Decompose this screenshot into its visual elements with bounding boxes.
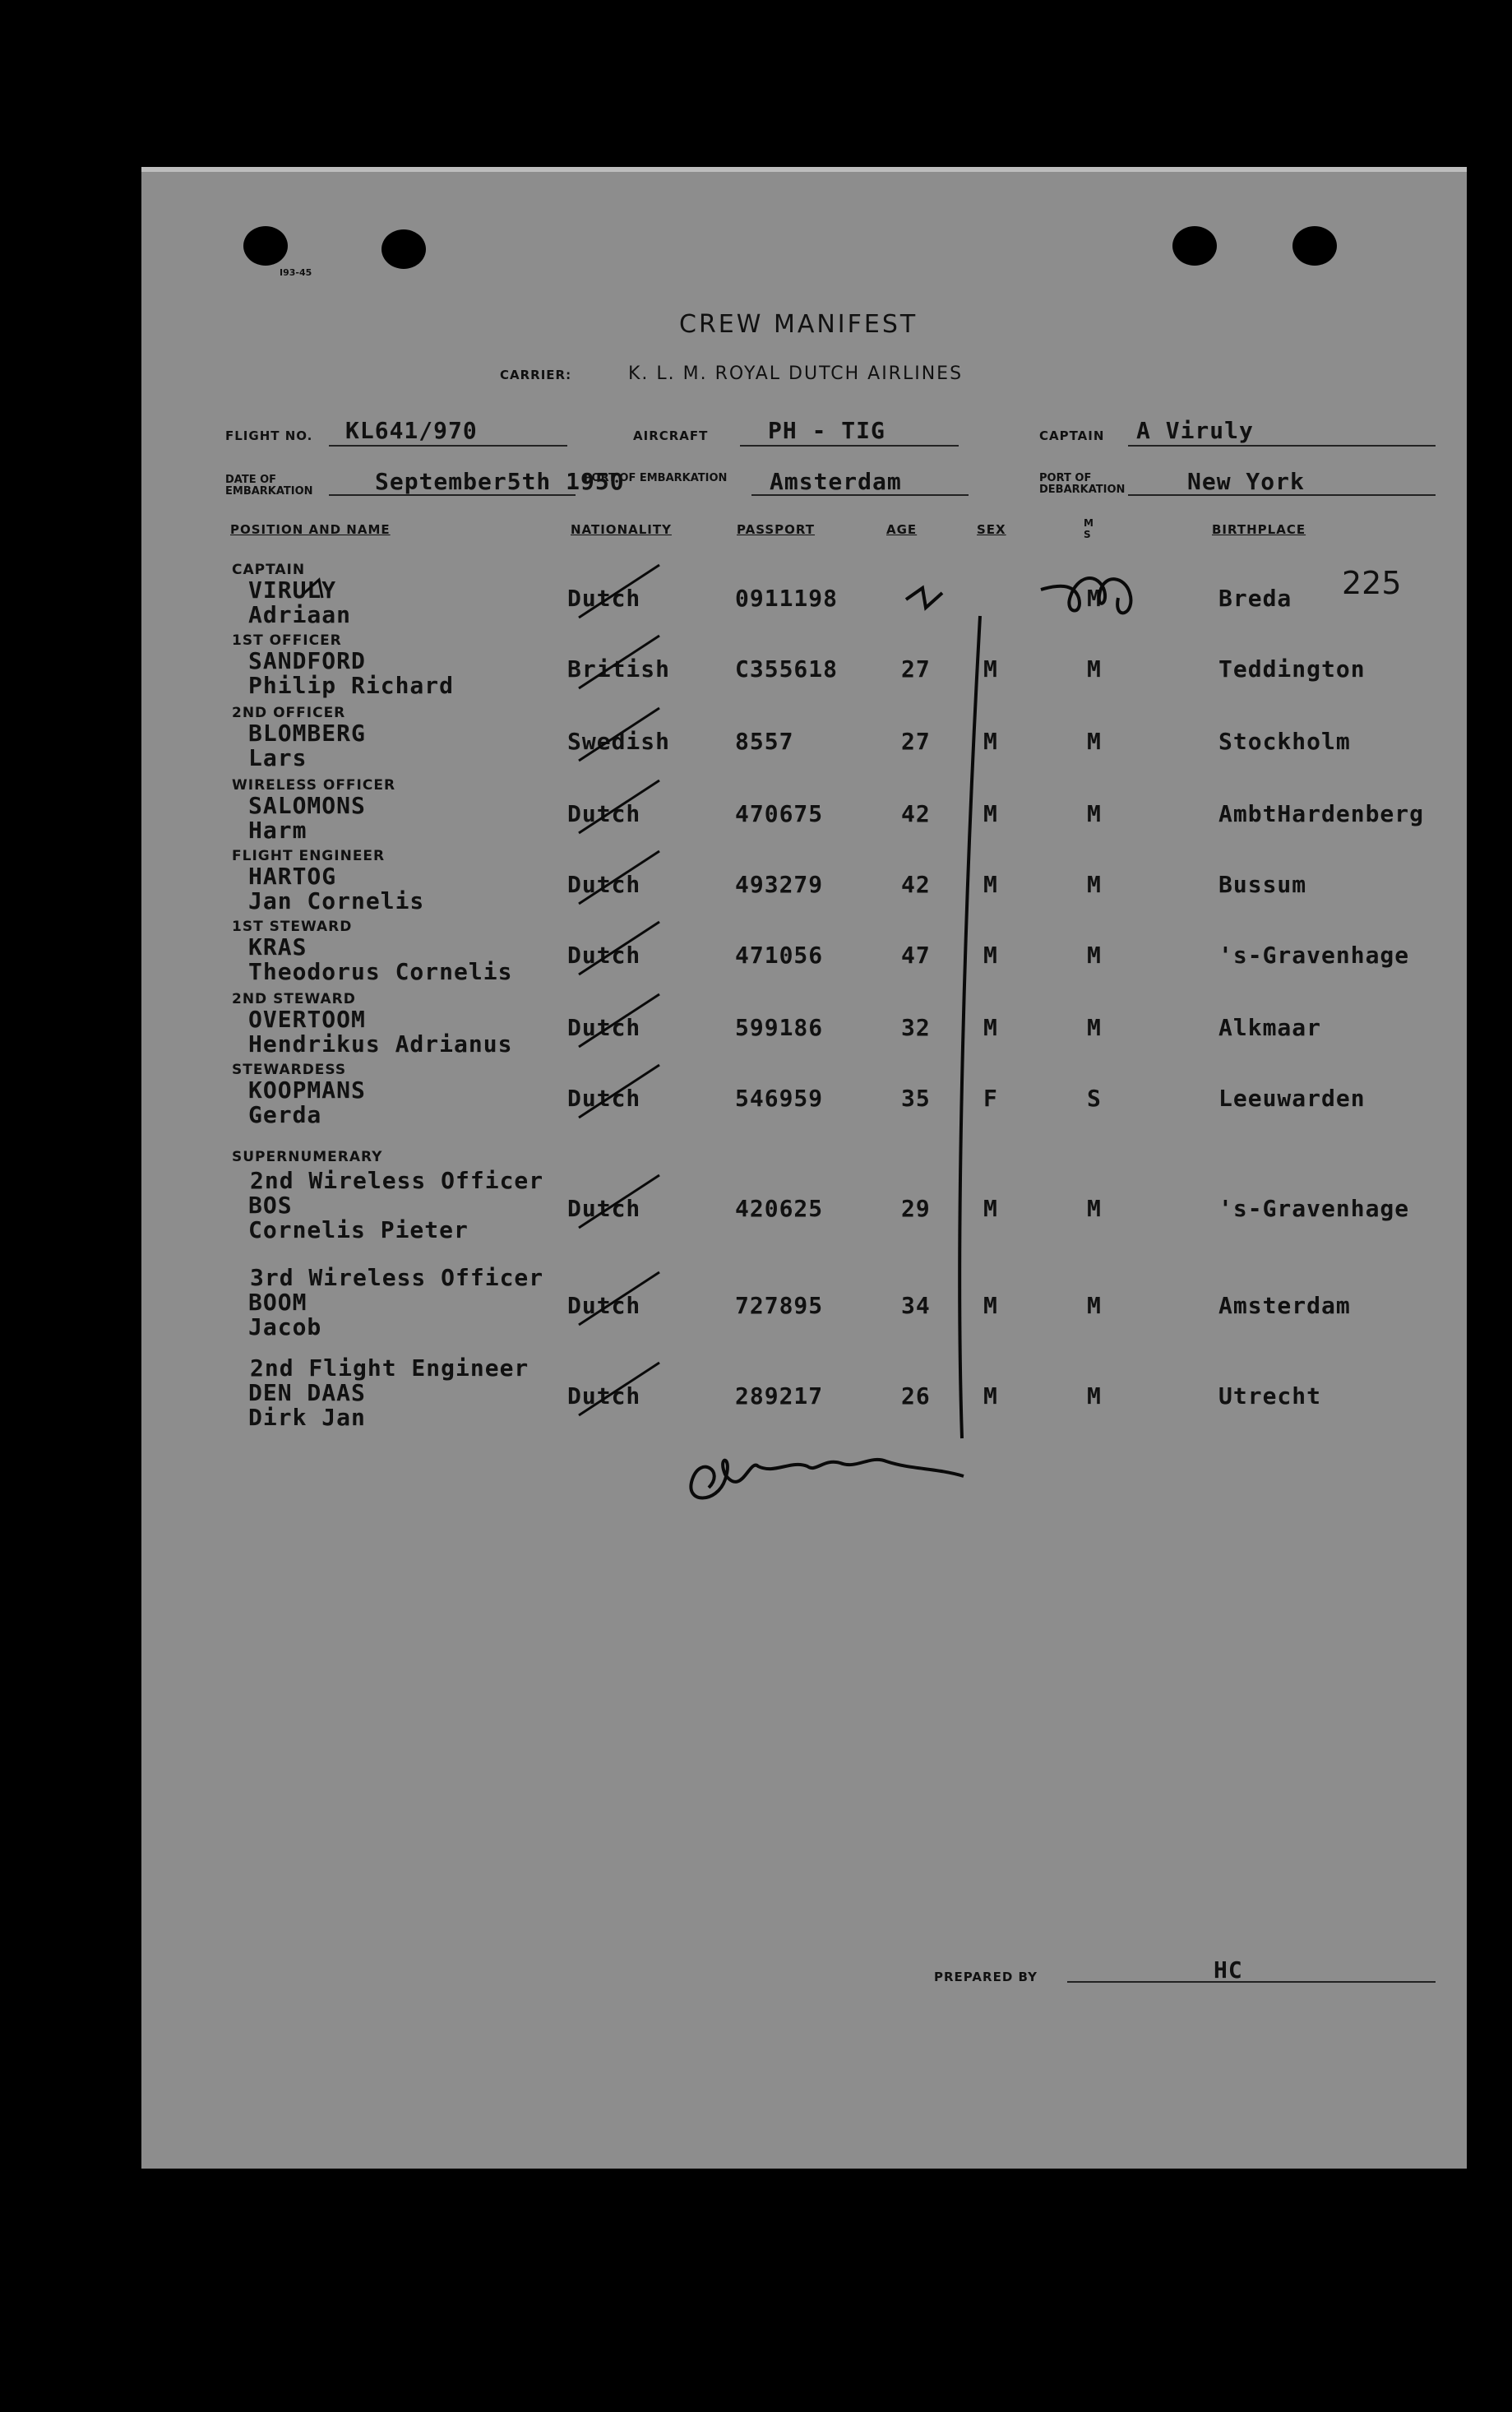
crew-position: SUPERNUMERARY (232, 1149, 383, 1165)
crew-position: WIRELESS OFFICER (232, 777, 396, 794)
crew-nationality: Dutch (567, 800, 641, 827)
crew-birthplace: Teddington (1218, 655, 1366, 683)
document-title: CREW MANIFEST (679, 310, 918, 339)
crew-birthplace: 's-Gravenhage (1218, 942, 1410, 969)
col-position-name: POSITION AND NAME (230, 522, 391, 537)
crew-nationality: Dutch (567, 1014, 641, 1041)
form-code: I93-45 (280, 267, 312, 278)
crew-sex: M (983, 942, 998, 969)
date-value: September5th 1950 (375, 468, 625, 495)
crew-birthplace: Leeuwarden (1218, 1085, 1366, 1112)
col-age: AGE (886, 522, 918, 537)
crew-nationality: Dutch (567, 1195, 641, 1222)
aircraft-label: AIRCRAFT (633, 428, 709, 443)
crew-surname: HARTOG (248, 863, 337, 890)
crew-sex: M (983, 1195, 998, 1222)
crew-given-name: Cornelis Pieter (248, 1216, 469, 1243)
crew-role: 2nd Flight Engineer (250, 1354, 529, 1382)
crew-given-name: Harm (248, 817, 307, 844)
crew-nationality: Dutch (567, 1292, 641, 1319)
crew-given-name: Philip Richard (248, 672, 455, 699)
date-label: DATE OF EMBARKATION (225, 474, 313, 498)
col-nationality: NATIONALITY (571, 522, 672, 537)
captain-tick (303, 580, 322, 598)
crew-position: CAPTAIN (232, 562, 306, 578)
crew-passport: 471056 (735, 942, 824, 969)
crew-passport: 470675 (735, 800, 824, 827)
signature (691, 1460, 964, 1498)
crew-sex: M (983, 1382, 998, 1410)
crew-nationality: Dutch (567, 1085, 641, 1112)
crew-nationality: Dutch (567, 871, 641, 898)
crew-age: 42 (901, 871, 931, 898)
crew-given-name: Adriaan (248, 601, 352, 628)
crew-nationality: British (567, 655, 671, 683)
crew-surname: SANDFORD (248, 647, 366, 674)
captain-label: CAPTAIN (1039, 428, 1105, 443)
col-birthplace: BIRTHPLACE (1212, 522, 1306, 537)
port-debarkation-label: PORT OF DEBARKATION (1039, 472, 1126, 496)
handwritten-age-scribble (906, 588, 942, 608)
crew-passport: 8557 (735, 728, 794, 755)
prepared-by-label: PREPARED BY (934, 1970, 1038, 1984)
prepared-by-value: HC (1214, 1956, 1243, 1984)
carrier-label: CARRIER: (500, 368, 572, 382)
crew-marital-status: M (1087, 585, 1102, 612)
crew-position: FLIGHT ENGINEER (232, 848, 386, 864)
crew-age: 42 (901, 800, 931, 827)
crew-given-name: Jacob (248, 1313, 322, 1340)
crew-nationality: Dutch (567, 585, 641, 612)
crew-passport: 546959 (735, 1085, 824, 1112)
crew-birthplace: Bussum (1218, 871, 1307, 898)
crew-position: 1ST STEWARD (232, 919, 353, 935)
crew-marital-status: M (1087, 655, 1102, 683)
crew-sex: M (983, 1292, 998, 1319)
crew-birthplace: AmbtHardenberg (1218, 800, 1425, 827)
crew-marital-status: M (1087, 942, 1102, 969)
crew-position: 2ND OFFICER (232, 705, 346, 721)
crew-given-name: Dirk Jan (248, 1404, 366, 1431)
page-number: 225 (1342, 565, 1402, 601)
crew-nationality: Swedish (567, 728, 671, 755)
col-passport: PASSPORT (737, 522, 816, 537)
crew-sex: M (983, 800, 998, 827)
crew-passport: 0911198 (735, 585, 839, 612)
crew-surname: SALOMONS (248, 792, 366, 819)
crew-sex: M (983, 728, 998, 755)
crew-age: 27 (901, 728, 931, 755)
crew-birthplace: Breda (1218, 585, 1292, 612)
crew-given-name: Hendrikus Adrianus (248, 1030, 513, 1058)
crew-marital-status: M (1087, 728, 1102, 755)
crew-given-name: Lars (248, 744, 307, 771)
flight-value: KL641/970 (345, 417, 478, 444)
handwritten-annotation-scribble (1041, 578, 1131, 613)
crew-marital-status: M (1087, 800, 1102, 827)
crew-sex: F (983, 1085, 998, 1112)
crew-birthplace: Utrecht (1218, 1382, 1322, 1410)
port-embarkation-label: PORT OF EMBARKATION (584, 472, 728, 484)
crew-surname: BOOM (248, 1289, 307, 1316)
crew-birthplace: Stockholm (1218, 728, 1351, 755)
crew-given-name: Gerda (248, 1101, 322, 1128)
crew-role: 2nd Wireless Officer (250, 1167, 544, 1194)
crew-nationality: Dutch (567, 942, 641, 969)
crew-sex: M (983, 1014, 998, 1041)
crew-passport: C355618 (735, 655, 839, 683)
manifest-sheet (141, 167, 1467, 2169)
crew-marital-status: M (1087, 1382, 1102, 1410)
crew-age: 35 (901, 1085, 931, 1112)
crew-birthplace: Amsterdam (1218, 1292, 1351, 1319)
crew-sex: M (983, 871, 998, 898)
crew-passport: 599186 (735, 1014, 824, 1041)
crew-surname: DEN DAAS (248, 1379, 366, 1406)
crew-passport: 493279 (735, 871, 824, 898)
crew-surname: BOS (248, 1192, 293, 1219)
port-embarkation-value: Amsterdam (770, 468, 902, 495)
crew-passport: 727895 (735, 1292, 824, 1319)
crew-surname: OVERTOOM (248, 1006, 366, 1033)
crew-marital-status: M (1087, 1292, 1102, 1319)
crew-surname: KOOPMANS (248, 1076, 366, 1104)
aircraft-value: PH - TIG (768, 417, 885, 444)
captain-value: A Viruly (1136, 417, 1254, 444)
crew-birthplace: 's-Gravenhage (1218, 1195, 1410, 1222)
crew-marital-status: M (1087, 1195, 1102, 1222)
crew-age: 26 (901, 1382, 931, 1410)
crew-marital-status: M (1087, 1014, 1102, 1041)
crew-nationality: Dutch (567, 1382, 641, 1410)
flight-label: FLIGHT NO. (225, 428, 313, 443)
handwritten-annotation (141, 172, 1467, 2169)
crew-position: 2ND STEWARD (232, 991, 356, 1007)
crew-age: 29 (901, 1195, 931, 1222)
crew-surname: VIRULY (248, 576, 337, 604)
crew-marital-status: S (1087, 1085, 1102, 1112)
crew-role: 3rd Wireless Officer (250, 1264, 544, 1291)
crew-age: 32 (901, 1014, 931, 1041)
crew-given-name: Jan Cornelis (248, 887, 425, 914)
col-marital-status: M S (1084, 517, 1094, 540)
crew-birthplace: Alkmaar (1218, 1014, 1322, 1041)
crew-sex: M (983, 655, 998, 683)
crew-surname: BLOMBERG (248, 720, 366, 747)
crew-age: 34 (901, 1292, 931, 1319)
crew-marital-status: M (1087, 871, 1102, 898)
crew-surname: KRAS (248, 933, 307, 961)
col-sex: SEX (977, 522, 1006, 537)
crew-given-name: Theodorus Cornelis (248, 958, 513, 985)
port-debarkation-value: New York (1187, 468, 1305, 495)
handwritten-bracket-line (959, 616, 980, 1438)
crew-position: STEWARDESS (232, 1062, 347, 1078)
crew-passport: 289217 (735, 1382, 824, 1410)
crew-passport: 420625 (735, 1195, 824, 1222)
crew-position: 1ST OFFICER (232, 632, 342, 649)
carrier-value: K. L. M. ROYAL DUTCH AIRLINES (628, 363, 964, 384)
crew-age: 47 (901, 942, 931, 969)
crew-age: 27 (901, 655, 931, 683)
